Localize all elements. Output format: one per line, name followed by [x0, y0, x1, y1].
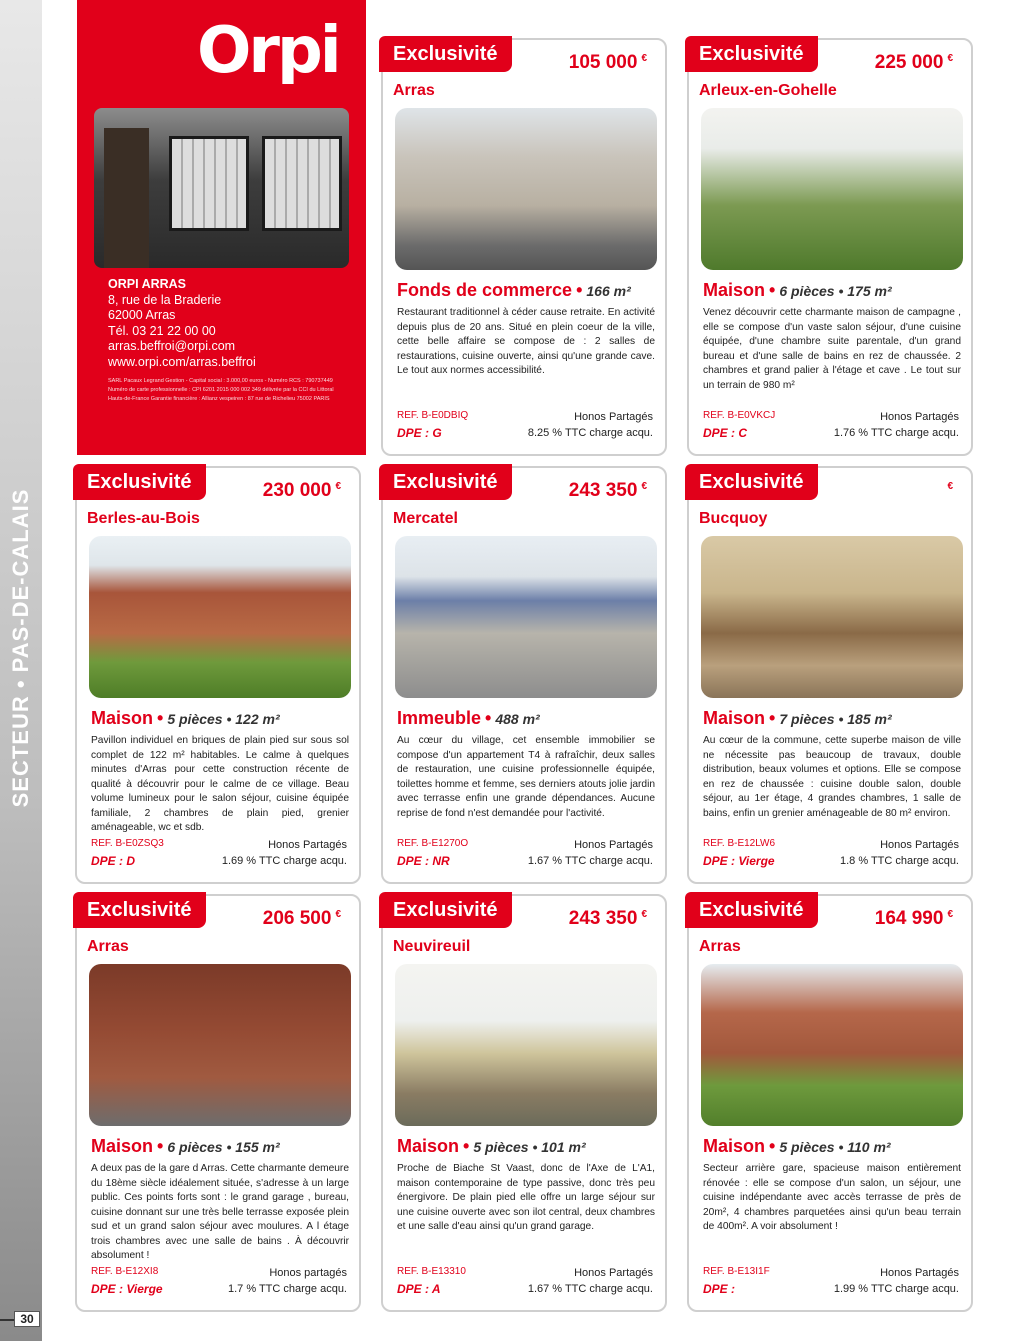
currency-symbol: € [641, 480, 647, 492]
listing-photo[interactable] [701, 108, 963, 270]
agency-contact [108, 277, 256, 370]
property-details: 7 pièces • 185 m² [779, 711, 892, 727]
agency-legal [108, 377, 363, 404]
listing-honos: Honos Partagés [880, 839, 959, 851]
agency-panel [77, 0, 366, 455]
listing-card-4[interactable] [381, 466, 667, 884]
exclusivity-badge: Exclusivité [685, 36, 818, 72]
title-separator: • [769, 1136, 776, 1156]
storefront-window [169, 136, 249, 231]
currency-symbol: € [335, 908, 341, 920]
listing-card-8[interactable] [687, 894, 973, 1312]
currency-symbol: € [947, 908, 953, 920]
storefront-door [104, 128, 149, 268]
orpi-logo [197, 14, 347, 100]
listing-title [703, 1136, 891, 1157]
listing-photo[interactable] [89, 964, 351, 1126]
listing-description: Secteur arrière gare, spacieuse maison entièrement rénovée : elle se compose d'un salon, un séjour, une cuisine indépendante avec accès terrasse de près de 20m², 4 chambres parquetées ainsi qu'un beau terrain de 400m². A voir absolument ! [703, 1163, 961, 1232]
listing-fee: 8.25 % TTC charge acqu. [527, 427, 653, 439]
listing-dpe: DPE : Vierge [703, 854, 775, 868]
listing-city: Arleux-en-Gohelle [699, 82, 837, 99]
agency-name: ORPI ARRAS [108, 277, 187, 291]
property-details: 5 pièces • 101 m² [473, 1139, 586, 1155]
exclusivity-badge: Exclusivité [73, 892, 206, 928]
listing-photo[interactable] [395, 536, 657, 698]
exclusivity-badge: Exclusivité [379, 892, 512, 928]
listing-photo[interactable] [89, 536, 351, 698]
listing-price: 206 500 € [262, 908, 341, 929]
agency-phone[interactable]: Tél. 03 21 22 00 00 [108, 323, 216, 338]
listing-city: Berles-au-Bois [87, 510, 200, 527]
listing-honos: Honos partagés [269, 1267, 347, 1279]
listing-photo[interactable] [395, 108, 657, 270]
listing-city: Arras [87, 938, 129, 955]
listing-card-1[interactable] [381, 38, 667, 456]
currency-symbol: € [641, 52, 647, 64]
listing-fee: 1.67 % TTC charge acqu. [527, 855, 653, 867]
agency-website[interactable]: www.orpi.com/arras.beffroi [108, 354, 256, 369]
property-details: 6 pièces • 175 m² [779, 283, 892, 299]
listing-title [397, 1136, 586, 1157]
listing-reference: REF. B-E13I1F [703, 1266, 770, 1277]
listing-dpe: DPE : [703, 1282, 736, 1296]
listing-dpe: DPE : A [397, 1282, 441, 1296]
listing-fee: 1.99 % TTC charge acqu. [833, 1283, 959, 1295]
listing-honos: Honos Partagés [268, 839, 347, 851]
listing-price: 243 350 € [568, 908, 647, 929]
exclusivity-badge: Exclusivité [685, 464, 818, 500]
listing-title [397, 280, 631, 301]
listing-honos: Honos Partagés [574, 411, 653, 423]
listing-price: 243 350 € [568, 480, 647, 501]
listing-reference: REF. B-E12LW6 [703, 838, 776, 849]
currency-symbol: € [947, 480, 953, 492]
listing-title [91, 708, 280, 729]
listing-city: Arras [393, 82, 435, 99]
listing-honos: Honos Partagés [880, 1267, 959, 1279]
listing-price: 225 000 € [874, 52, 953, 73]
property-details: 5 pièces • 122 m² [167, 711, 280, 727]
listing-card-5[interactable] [687, 466, 973, 884]
property-details: 166 m² [586, 283, 631, 299]
listing-fee: 1.69 % TTC charge acqu. [221, 855, 347, 867]
section-label: SECTEUR • PAS-DE-CALAIS [8, 488, 33, 808]
listing-card-2[interactable] [687, 38, 973, 456]
listing-city: Mercatel [393, 510, 458, 527]
listing-photo[interactable] [701, 964, 963, 1126]
listing-city: Bucquoy [699, 510, 768, 527]
listing-price: 164 990 € [874, 908, 953, 929]
listing-city: Arras [699, 938, 741, 955]
property-type: Maison [703, 1136, 766, 1156]
title-separator: • [463, 1136, 470, 1156]
currency-symbol: € [641, 908, 647, 920]
listing-dpe: DPE : Vierge [91, 1282, 163, 1296]
agency-storefront-photo [94, 108, 349, 268]
listing-description: Restaurant traditionnel à céder cause retraite. En activité depuis plus de 20 ans. Situé en plein coeur de la ville, cette belle affaire se compose de : 2 salles de restaurations, cuisine ouverte, ainsi qu'une grande cave. Le tout aux normes accessibilité. [397, 307, 655, 376]
title-separator: • [157, 1136, 164, 1156]
property-type: Maison [703, 708, 766, 728]
listing-dpe: DPE : NR [397, 854, 450, 868]
listing-honos: Honos Partagés [574, 1267, 653, 1279]
property-type: Maison [703, 280, 766, 300]
currency-symbol: € [335, 480, 341, 492]
currency-symbol: € [947, 52, 953, 64]
listing-honos: Honos Partagés [574, 839, 653, 851]
listing-photo[interactable] [701, 536, 963, 698]
property-type: Maison [91, 1136, 154, 1156]
agency-email[interactable]: arras.beffroi@orpi.com [108, 339, 236, 353]
property-details: 488 m² [495, 711, 540, 727]
listing-fee: 1.7 % TTC charge acqu. [227, 1283, 347, 1295]
title-separator: • [769, 280, 776, 300]
listing-title [91, 1136, 280, 1157]
listing-description: Venez découvrir cette charmante maison de campagne , elle se compose d'un vaste salon séjour, d'une cuisine équipée, d'une chambre suite parentale, d'un grand bureau et d'une salle de bains en rez de chaussée. 2 chambres et grand palier à l'étage et cave . Le tout sur un terrain de 980 m² [703, 307, 961, 391]
property-type: Immeuble [397, 708, 482, 728]
listing-title [703, 708, 892, 729]
orpi-logo-graphic [197, 14, 347, 84]
listing-price: 105 000 € [568, 52, 647, 73]
listing-description: Pavillon individuel en briques de plain pied sur sous sol complet de 122 m² habitables. Le calme à quelques minutes d'Arras pour cette construction récente de qualité à découvrir pour le calme de ce village. Beau volume lumineux pour le salon séjour, cuisine équipée familiale, 2 chambres de plain pied, grenier aménageable, wc et sdb. [91, 735, 349, 833]
svg-text:Orpi: Orpi [197, 14, 339, 84]
listing-fee: 1.76 % TTC charge acqu. [833, 427, 959, 439]
title-separator: • [769, 708, 776, 728]
property-details: 5 pièces • 110 m² [779, 1139, 891, 1155]
listing-reference: REF. B-E1270O [397, 838, 469, 849]
listing-price [943, 480, 953, 502]
listing-dpe: DPE : D [91, 854, 136, 868]
listing-card-6[interactable] [75, 894, 361, 1312]
listing-reference: REF. B-E0VKCJ [703, 410, 776, 421]
listing-title [703, 280, 892, 301]
exclusivity-badge: Exclusivité [379, 464, 512, 500]
property-details: 6 pièces • 155 m² [167, 1139, 280, 1155]
listing-description: Au cœur de la commune, cette superbe maison de ville ne nécessite pas beaucoup de travaux, double distribution, beaux volumes et options. Elle se compose en rez de chaussée : cuisine double salon, double séjour, au 1er étage, 4 grandes chambres, 1 salle de bains, enfin un grenier aménageable de 80 m² environ. [703, 735, 961, 819]
listing-card-7[interactable] [381, 894, 667, 1312]
agency-address-line1: 8, rue de la Braderie [108, 292, 222, 307]
listing-photo[interactable] [395, 964, 657, 1126]
listing-reference: REF. B-E0DBIQ [397, 410, 469, 421]
title-separator: • [157, 708, 164, 728]
legal-line: SARL Pacaux Legrand Gestion - Capital social : 3.000,00 euros - Numéro RCS : 790737449 [108, 378, 333, 384]
listing-fee: 1.8 % TTC charge acqu. [839, 855, 959, 867]
listing-reference: REF. B-E13310 [397, 1266, 466, 1277]
listing-description: Proche de Biache St Vaast, donc de l'Axe de L'A1, maison contemporaine de type passive, donc très peu énergivore. De plain pied elle offre un large séjour sur une cuisine ouverte avec son ilot central, deux chambres et une salle d'eau ainsi qu'un grand garage. [397, 1163, 655, 1232]
listing-reference: REF. B-E0ZSQ3 [91, 838, 164, 849]
property-type: Fonds de commerce [397, 280, 573, 300]
listing-title [397, 708, 540, 729]
legal-line: Hauts-de-France Garantie financière : Allianz vespeiren : 87 rue de Richelieu 75002 PARIS [108, 396, 330, 402]
title-separator: • [485, 708, 492, 728]
listing-description: A deux pas de la gare d Arras. Cette charmante demeure du 18ème siècle idéalement située, s'adresse à un large public. Ces points forts sont : le grand garage , bureau, cuisine donnant sur une très belle terrasse exposée plein sud et un grand salon séjour avec moulures. A l étage trois chambres avec une salle de bains . À découvrir absolument ! [91, 1163, 349, 1261]
title-separator: • [576, 280, 583, 300]
exclusivity-badge: Exclusivité [379, 36, 512, 72]
listing-honos: Honos Partagés [880, 411, 959, 423]
exclusivity-badge: Exclusivité [685, 892, 818, 928]
legal-line: Numéro de carte professionnelle : CPI 6201 2015 000 002 349 délivrée par la CCI du Littoral [108, 387, 334, 393]
listing-price: 230 000 € [262, 480, 341, 501]
listing-description: Au cœur du village, cet ensemble immobilier se compose d'un appartement T4 à rafraîchir, deux salles de restauration, une cuisine professionnelle équipée, toilettes homme et femme, ses derniers atouts jolie jardin avec terrasse enfin une grande dépendances. Aucune reprise de fond n'est demandée pour l'activité. [397, 735, 655, 819]
listing-fee: 1.67 % TTC charge acqu. [527, 1283, 653, 1295]
property-type: Maison [91, 708, 154, 728]
page-number: 30 [14, 1311, 40, 1327]
listing-dpe: DPE : C [703, 426, 748, 440]
listing-dpe: DPE : G [397, 426, 442, 440]
property-type: Maison [397, 1136, 460, 1156]
exclusivity-badge: Exclusivité [73, 464, 206, 500]
listing-city: Neuvireuil [393, 938, 471, 955]
storefront-window [262, 136, 342, 231]
agency-address-line2: 62000 Arras [108, 308, 176, 322]
listing-card-3[interactable] [75, 466, 361, 884]
page-number-line [0, 1319, 14, 1321]
listing-reference: REF. B-E12XI8 [91, 1266, 159, 1277]
